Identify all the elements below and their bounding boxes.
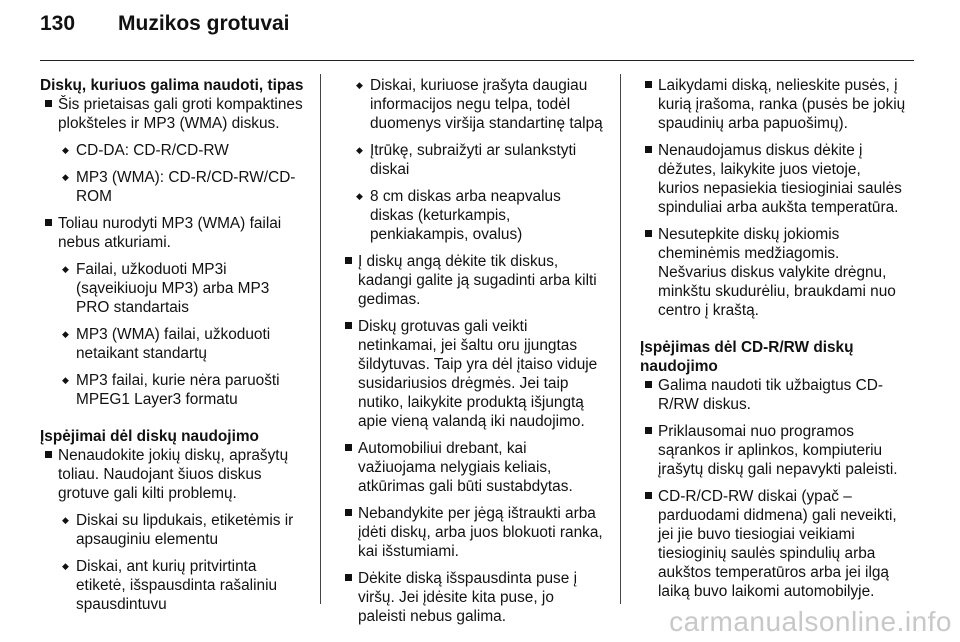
column-3 [640, 76, 906, 609]
watermark: carmanualsonline.info [669, 606, 952, 637]
sub-item: ◆ Įtrūkę, subraižyti ar sulankstyti diskai [340, 141, 606, 179]
list-item: Nenaudokite jokių diskų, aprašytų toliau. Naudojant šiuos diskus grotuve gali kilti problemų. ◆ Diskai su lipdukais, etiketėmis ir apsauginiu elementu ◆ Diskai, ant kurių pritvirtinta etiketė, išspausdinta rašaliniu spausdintuvu [40, 446, 306, 614]
column-divider [320, 74, 321, 604]
list-item: Diskų grotuvas gali veikti netinkamai, jei šaltu oru įjungtas šildytuvas. Taip yra dėl įtaiso viduje susidariusios drėgmės. Jei taip nutiko, laikykite produktą išjungtą apie vieną valandą iki naudojimo. [340, 317, 606, 431]
page-title: Muzikos grotuvai [118, 12, 290, 35]
list-item: Toliau nurodyti MP3 (WMA) failai nebus atkuriami. ◆ Failai, užkoduoti MP3i (sąveikiuoju MP3) arba MP3 PRO standartais ◆ MP3 (WMA) failai, užkoduoti netaikant standartų ◆ MP3 failai, kurie nėra paruošti MPEG1 Layer3 formatu [40, 214, 306, 409]
list-item: Į diskų angą dėkite tik diskus, kadangi galite ją sugadinti arba kilti gedimas. [340, 252, 606, 309]
list-item: Dėkite diską išspausdinta puse į viršų. Jei įdėsite kita puse, jo paleisti nebus galima. [340, 569, 606, 626]
sub-item: ◆ Failai, užkoduoti MP3i (sąveikiuoju MP3) arba MP3 PRO standartais [58, 260, 306, 317]
list-item: Šis prietaisas gali groti kompaktines plokšteles ir MP3 (WMA) diskus. ◆ CD-DA: CD-R/CD-RW ◆ MP3 (WMA): CD-R/CD-RW/CD-ROM [40, 95, 306, 206]
list-item: Nesutepkite diskų jokiomis cheminėmis medžiagomis. Nešvarius diskus valykite drėgnu, minkštu skudurėliu, braukdami nuo centro į kraštą. [640, 225, 906, 320]
sub-item: ◆ Diskai, kuriuose įrašyta daugiau informacijos negu telpa, todėl duomenys viršija standartinę talpą [340, 76, 606, 133]
sub-item: ◆ CD-DA: CD-R/CD-RW [58, 141, 306, 160]
column-divider [620, 74, 621, 604]
list-item: Nenaudojamus diskus dėkite į dėžutes, laikykite juos vietoje, kurios nepasiekia tiesioginiai saulės spinduliai arba aukšta temperatūra. [640, 141, 906, 217]
section-heading: Įspėjimai dėl diskų naudojimo [40, 428, 259, 445]
page-header [40, 12, 290, 36]
list-item: Priklausomai nuo programos sąrankos ir aplinkos, kompiuteriu įrašytų diskų gali nepavykti paleisti. [640, 422, 906, 479]
sub-item: ◆ MP3 failai, kurie nėra paruošti MPEG1 Layer3 formatu [58, 371, 306, 409]
section-heading: Diskų, kuriuos galima naudoti, tipas [40, 77, 304, 94]
list-item: CD-R/CD-RW diskai (ypač – parduodami didmena) gali neveikti, jei jie buvo tiesiogiai veikiami tiesioginių saulės spindulių arba aukštos temperatūros arba jei ilgą laiką buvo laikomi automobilyje. [640, 487, 906, 601]
header-rule [40, 60, 914, 61]
list-item: Nebandykite per jėgą ištraukti arba įdėti diskų, arba juos blokuoti ranka, kai išstumiami. [340, 504, 606, 561]
section-heading: Įspėjimas dėl CD-R/RW diskų naudojimo [640, 339, 854, 375]
list-item: Automobiliui drebant, kai važiuojama nelygiais keliais, atkūrimas gali būti sustabdytas. [340, 439, 606, 496]
sub-item: ◆ 8 cm diskas arba neapvalus diskas (keturkampis, penkiakampis, ovalus) [340, 187, 606, 244]
list-item: Galima naudoti tik užbaigtus CD-R/RW diskus. [640, 376, 906, 414]
sub-item: ◆ Diskai, ant kurių pritvirtinta etiketė, išspausdinta rašaliniu spausdintuvu [58, 557, 306, 614]
sub-item: ◆ MP3 (WMA) failai, užkoduoti netaikant standartų [58, 325, 306, 363]
sub-item: ◆ MP3 (WMA): CD-R/CD-RW/CD-ROM [58, 168, 306, 206]
list-item: Laikydami diską, nelieskite pusės, į kurią įrašoma, ranka (pusės be jokių spaudinių arba papuošimų). [640, 76, 906, 133]
sub-item: ◆ Diskai su lipdukais, etiketėmis ir apsauginiu elementu [58, 511, 306, 549]
page-number: 130 [40, 12, 76, 35]
column-2 [340, 76, 606, 634]
column-1 [40, 76, 306, 622]
